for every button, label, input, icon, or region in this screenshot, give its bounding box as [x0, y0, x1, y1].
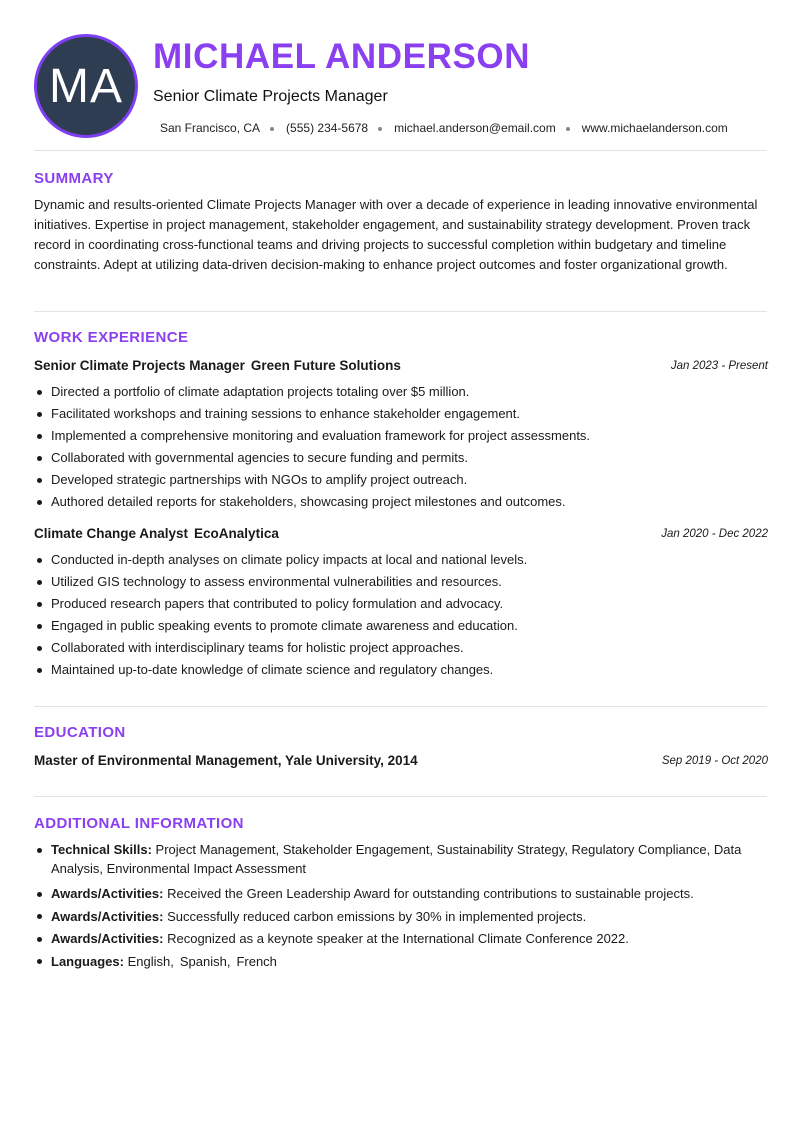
job-title: Climate Change Analyst: [34, 526, 189, 541]
list-item: Engaged in public speaking events to promote climate awareness and education.: [34, 615, 768, 637]
education-heading: EDUCATION: [34, 724, 126, 741]
job-header: [34, 526, 768, 546]
item-label: Awards/Activities:: [51, 886, 164, 901]
list-item: [34, 884, 768, 903]
summary-heading: SUMMARY: [34, 170, 114, 187]
contact-email[interactable]: michael.anderson@email.com: [394, 121, 556, 135]
list-item: Implemented a comprehensive monitoring and evaluation framework for project assessments.: [34, 425, 768, 447]
list-item: [34, 929, 768, 948]
item-text: Recognized as a keynote speaker at the International Climate Conference 2022.: [167, 931, 629, 946]
list-item: Authored detailed reports for stakeholders, showcasing project milestones and outcomes.: [34, 491, 768, 513]
list-item: Collaborated with interdisciplinary teams for holistic project approaches.: [34, 637, 768, 659]
candidate-title: Senior Climate Projects Manager: [153, 88, 388, 105]
language: French: [236, 953, 277, 969]
separator-dot: [378, 127, 382, 131]
list-item: [34, 907, 768, 926]
job-title-line: [34, 358, 401, 373]
contact-phone: (555) 234-5678: [286, 121, 369, 135]
job-title: Senior Climate Projects Manager: [34, 358, 245, 373]
item-text: Received the Green Leadership Award for outstanding contributions to sustainable projects.: [167, 886, 694, 901]
job-bullets: [34, 549, 768, 681]
item-label: Technical Skills:: [51, 842, 152, 857]
list-item: Maintained up-to-date knowledge of climate science and regulatory changes.: [34, 659, 768, 681]
section-divider: [34, 311, 767, 312]
list-item: Collaborated with governmental agencies to secure funding and permits.: [34, 447, 768, 469]
item-label: Awards/Activities:: [51, 931, 164, 946]
summary-text: Dynamic and results-oriented Climate Projects Manager with over a decade of experience in leading innovative environmental initiatives. Expertise in project management, stakeholder engagement, and sustainability strategy development. Proven track record in coordinating cross-functional teams and driving projects to successful completion within budgetary and timeline constraints. Adept at utilizing data-driven decision-making to enhance project outcomes and foster organizational growth.: [34, 197, 758, 272]
list-item: Directed a portfolio of climate adaptation projects totaling over $5 million.: [34, 381, 768, 403]
item-label: Languages:: [51, 953, 124, 969]
education-entry: [34, 753, 768, 773]
separator-dot: [270, 127, 274, 131]
item-text: Project Management, Stakeholder Engagement, Sustainability Strategy, Regulatory Compliance, Data Analysis, Environmental Impact Assessment: [51, 842, 742, 876]
section-divider: [34, 796, 767, 797]
section-divider: [34, 706, 767, 707]
education-dates: Sep 2019 - Oct 2020: [661, 755, 768, 767]
separator-dot: [566, 127, 570, 131]
job-header: [34, 358, 768, 378]
contact-location: San Francisco, CA: [160, 121, 261, 135]
language: Spanish,: [179, 953, 231, 969]
candidate-name: MICHAEL ANDERSON: [153, 37, 531, 76]
list-item: Utilized GIS technology to assess environmental vulnerabilities and resources.: [34, 571, 768, 593]
list-item: [34, 840, 768, 878]
contact-bar: [160, 120, 728, 136]
avatar-initials: MA: [49, 59, 123, 113]
job-dates: Jan 2020 - Dec 2022: [661, 528, 768, 540]
job-company: EcoAnalytica: [194, 526, 279, 541]
list-item: Produced research papers that contributed to policy formulation and advocacy.: [34, 593, 768, 615]
job-company: Green Future Solutions: [250, 358, 401, 373]
languages-item: [34, 952, 768, 971]
item-text: Successfully reduced carbon emissions by 30% in implemented projects.: [167, 908, 587, 924]
list-item: Facilitated workshops and training sessions to enhance stakeholder engagement.: [34, 403, 768, 425]
list-item: Developed strategic partnerships with NGOs to amplify project outreach.: [34, 469, 768, 491]
language: English,: [127, 953, 174, 969]
list-item: Conducted in-depth analyses on climate policy impacts at local and national levels.: [34, 549, 768, 571]
job-dates: Jan 2023 - Present: [670, 360, 768, 372]
avatar: [34, 34, 138, 138]
additional-list: [34, 840, 768, 974]
additional-heading: ADDITIONAL INFORMATION: [34, 815, 244, 832]
job-bullets: [34, 381, 768, 513]
education-degree: Master of Environmental Management, Yale University, 2014: [34, 753, 418, 768]
section-divider: [34, 150, 767, 151]
job-title-line: [34, 526, 279, 541]
experience-heading: WORK EXPERIENCE: [34, 329, 189, 346]
item-label: Awards/Activities:: [51, 908, 164, 924]
contact-website[interactable]: www.michaelanderson.com: [581, 121, 728, 135]
